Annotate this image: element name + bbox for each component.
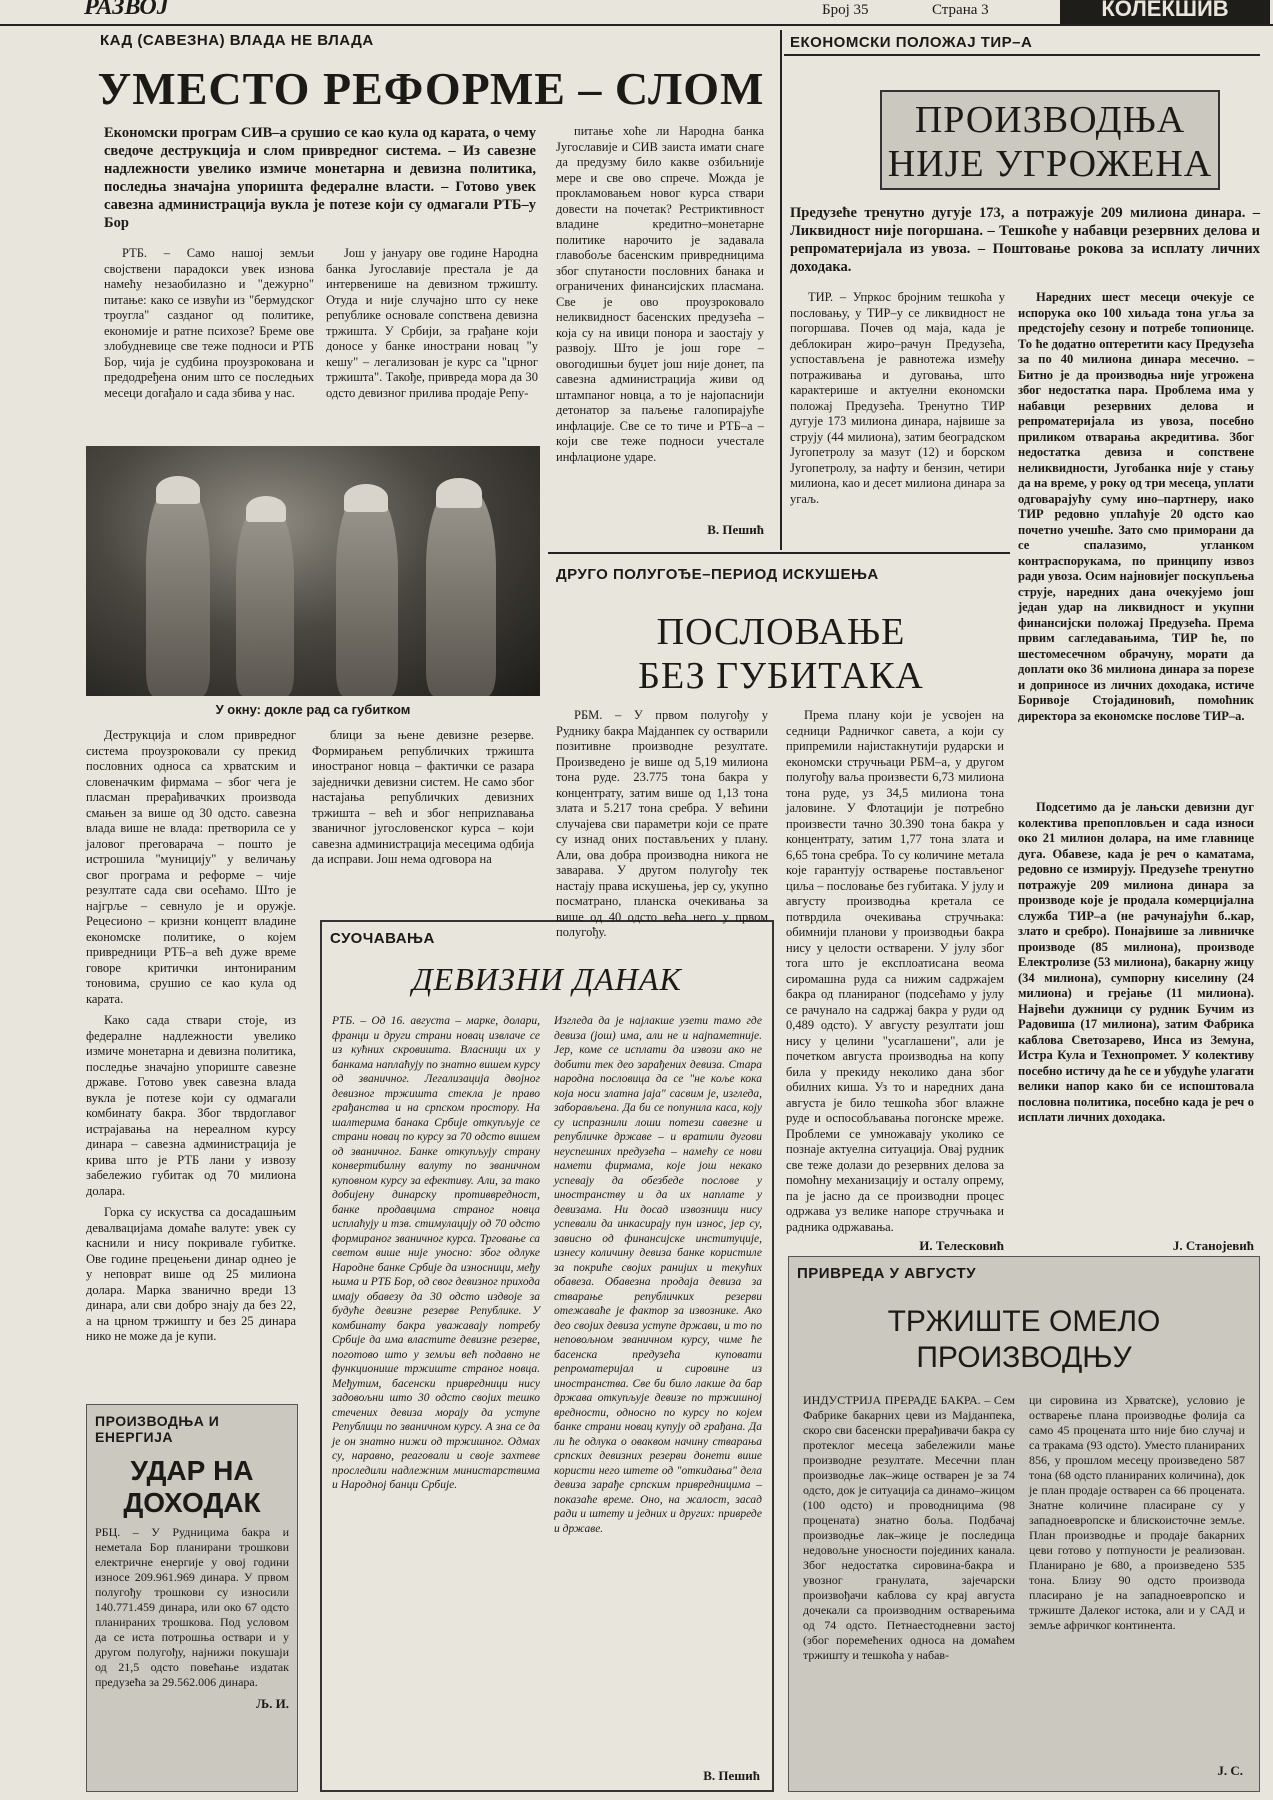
paragraph: Како сада ствари стоје, из федералне надлежности увелико измиче монетарна и девизна политика, последње значајно упориште савезне државе. Готово увек савезна влада вукла је потезе који су одмагали комбинату бакра. Због тврдоглавог истрајавања на нереалном курсу динара – савезна администрација је крива што је РТБ лани у извозу забележио губитак од 70 милиона долара. (86, 1013, 296, 1198)
paragraph: Подсетимо да је лањски девизни дуг колектива препопловљен и сада износи око 21 милион долара, на име главнице дуга. Обавезе, када је реч о каматама, редовно се измирују. Предузеће тренутно потражује 209 милиона динара за производе које је продала комерцијална служба ТИР–а (не рачунајући б..кар, злато и сребро). Понајвише за ливничке производе (85 милиона), производе Електролизе (53 милиона), бакарну жицу (34 милиона), сумпорну киселину (24 милиона) и грејање (11 милиона). Највећи дужници су рудник Бучим из Радовиша (17 милиона), затим Фабрика каблова Светозарево, Инса из Земуна, Истра Кула и Технопромет. У колективу посебно истичу да ће се и убудуће улагати велики напор како би се испоштовала пословна политика, посебно када је реч о исплати личних доходака. (1018, 800, 1254, 1124)
tir-headline-box (880, 90, 1220, 190)
article-column-1 (556, 708, 768, 941)
box-column-2: ци сировина из Хрватске), условио је остварење плана производње фолија са само 45 процената што није био случај и са тракама (93 одсто). Уместо планираних 856, у прошлом месецу произведено 587 тона (68 одсто планираних количина), док је план продаје остварен са 66 процената. Знатне количине пласиране су у западноевропске и блискоисточне земље. План производње и продаје бакарних цеви готово у потпуности је реализован. Планирано је 680, а произведено 535 тона. Близу 90 одсто производа пласирано је на западноевропско и тржиште Далеког истока, али и у САД и земље афричког континента. (1029, 1393, 1245, 1632)
paragraph: Још у јануару ове године Народна банка Југославије престала је да интервенише на девизном тржишту. Отуда и није случајно што су неке републике основале сопствена девизна тржишта. У Србији, за грађане који доносе у банке инострани новац "у кешу" – легализован је курс са "црног тржишта". Такође, привреда мора да 30 одсто девизног прилива продаје Репу- (326, 246, 538, 400)
article-column-2 (786, 708, 1004, 1235)
box-headline: ДЕВИЗНИ ДАНАК (412, 961, 682, 997)
article-headline: НИЈЕ УГРОЖЕНА (887, 143, 1213, 185)
paragraph: блици за њене девизне резерве. Формирањем републичких тржишта иностраног новца – фактички се разара заједнички девизни систем. Не само због настајања републичких девизних тржишта – већ и због неприznавања званичног југословенског курса – који савезна администрација месецима одбија да исправи. Још нема одговора на (312, 728, 534, 866)
divider (548, 552, 1010, 554)
article-column-3 (556, 124, 764, 465)
issue-number: Број 35 (822, 2, 869, 18)
article-kicker: ДРУГО ПОЛУГОЂЕ–ПЕРИОД ИСКУШЕЊА (556, 566, 879, 583)
author-signature: И. Телесковић (919, 1238, 1004, 1253)
article-headline: ПРОИЗВОДЊА (914, 99, 1186, 141)
author-signature: Љ. И. (256, 1696, 289, 1711)
author-signature: Ј. Станојевић (1172, 1238, 1254, 1253)
box-kicker: СУОЧАВАЊА (330, 930, 435, 947)
box-body: РБЦ. – У Рудницима бакра и неметала Бор планирани трошкови електричне енергије у овој години износе 209.961.969 динара. У првом полугођу трошкови су износили 140.771.459 динара, или око 67 одсто планираних трошкова. Под условом да се иста потрошња оствари и у другом полугођу, најнижи покушаји од 21,5 одсто повећање издатак предузећа за 29.562.006 динара. (95, 1525, 289, 1689)
foreign-currency-box (320, 920, 774, 1792)
article-lead: Предузеће тренутно дугује 173, а потражује 209 милиона динара. – Ликвидност није погоршана. – Тешкоће у набавци резервних делова и репроматеријала из увоза. – Поштовање рокова за исплату личних доходака. (790, 205, 1260, 275)
article-column-2 (326, 246, 538, 401)
box-headline: ТРЖИШТЕ ОМЕЛО (887, 1305, 1161, 1338)
article-column-2b (312, 728, 534, 868)
article-column-2 (1018, 290, 1254, 724)
market-box (788, 1256, 1260, 1792)
author-signature: В. Пешић (707, 522, 764, 537)
masthead (0, 0, 1273, 26)
box-kicker: ПРОИЗВОДЊА И ЕНЕРГИЈА (95, 1413, 220, 1445)
author-signature: В. Пешић (703, 1768, 760, 1783)
article-kicker: КАД (САВЕЗНА) ВЛАДА НЕ ВЛАДА (100, 32, 374, 49)
paragraph: питање хоће ли Народна банка Југославије и СИВ заиста имати снаге да предузму било какве озбиљније мере и све ово спрече. Можда је прокламовањем новог курса ствари довести на почетак? Рестриктивност владине кредитно–монетарне политике нарочито је задавала главобоље басенским привредницима због спутаности пословних банака и ограничених финансијских пласмана. Све је ово проузроковало неликвидност басенских предузећа – која су на ивици понора и заостају у развоју. Што је још горе – овогодишњи буџет још није донет, па савезна администрација живи од штампаног новца, а то је најопаснији детонатор за паљење галопирајуће инфлације. Све се то тиче и РТБ–а – који све теже подноси учестале инфлационе ударе. (556, 124, 764, 464)
divider (784, 54, 1260, 56)
box-kicker: ПРИВРЕДА У АВГУСТУ (797, 1265, 977, 1282)
photo-caption: У окну: докле рад са губитком (215, 702, 411, 717)
box-headline: УДАР НА ДОХОДАК (123, 1455, 261, 1518)
box-column-1: РТБ. – Од 16. августа – марке, долари, франци и други страни новац извлаче се из кућних скровишта. Власници их у банкама наплаћују по знатно вишем курсу од званичног. Легализација двојног девизног тржишта стекла је право грађанства и на српском простору. На шалтерима банака Србије откупљује се страни новац по курсу за 70 одсто вишем од званичног. Банке откупљују страну конвертибилну валуту по званичном куповном курсу за ефективу. Али, за тако добијену динарску противвредност, банке продавцима страног новца исплаћују и тзв. стимулацију од 70 одсто формираног званичног курса. Трговање са светом више није уносно: због одлуке Народне банке Србије да износници, међу њима и РТБ Бор, од свог девизног прихода имају обавезу да 30 одсто издвоје за будуће девизне резерве Републике. У комбинату бакра уважавају потребу Србије да има властите девизне резерве, поготово што у земљи већ подавно не функционише тржиште страног новца. Међутим, басенски привредници нису задовољни што 30 одсто својих тешко стечених девиза морају да уступе Републици по званичном курсу. А зна се да је он знатно нижи од тржишног. Одмах су, наравно, реаговали и своје захтеве проследили надлежним министарствима и Народној банци Србије. (332, 1015, 540, 1491)
paragraph: РТБ. – Само нашој земљи својствени парадокси увек изнова намећу незаобилазно и "дежурно" питање: како се извући из "бермудског троугла" сазданог од политике, економије и ратне психозе? Бреме ове злобудневице све теже подноси и РТБ Бор, чија је судбина проузрокована и предодређена оним што се последњих месеци догађало и сада збива у нас. (104, 246, 314, 400)
box-column-2: Изгледа да је најлакше узети тамо где девиза (још) има, али не и најпаметније. Јер, коме се исплати да извози ако не добити тек део зарађених девиза. Стара народна пословица да се "не коље кока која носи златна јаја" сасвим је, изгледа, заборављена. Да би се попунила каса, коју су испразнили лоши потези савезне и републичке државе – и вратили дугови неуспешних предузећа – намећу се нови намети фирмама, које још некако успевају да обезбеде послове у иностранству и да их наплате у девизама. Ни досад извозници нису успевали да инкасирају пун износ, јер су, зависно од финансијске институције, изнесу количину девиза банке користиле за покриће својих ранијих и текућих обавеза. Обавезна продаја девиза за стварање републичких резерви отежаваће је фактор за извознике. Ако део својих девиза уступе држави, и то по неповољном званичном курсу, чиме ће басенска предузећа куповати репроматеријал и сировине из иностранства. Све би било лакше да бар држава откупљује девизе по тржишној вредности, односно по курсу по којем банке страни новац купују од грађана. Да ли ће одлука о оваквом начину стварања српских девизних резерви донети више користи него штете од "откидања" дела девиза зарађе српским привредницима – показаће време. Оно, на жалост, засад ради и штету и једних и других: привреде и државе. (554, 1015, 762, 1535)
box-column-1: ИНДУСТРИЈА ПРЕРАДЕ БАКРА. – Сем Фабрике бакарних цеви из Мајданпека, скоро сви басенски прерађивачи бакра су протеклог месеца забележили мање производне резултате. Месечни план производње лак–жице остварен је за 74 одсто, док је ситуација са динамо–жицом (100 одсто) и проводницима (98 процената) знатно боља. Подбачај производње лак–жице је последица недовољне уносности појединих канала. Због недостатка сировина-бакра и увозног гранулата, зајечарски произвођачи каблова су крај августа дочекали са производним остварењима од 74 одсто. Петнаестодневни застој (због поремећених односа на домаћем тржишту и тешкоћа у набав- (803, 1393, 1015, 1662)
section-name: РАЗВОЈ (84, 0, 169, 20)
article-lead: Економски програм СИВ–а срушио се као кула од карата, о чему сведоче деструкција и слом привредног система. – Из савезне надлежности увелико измиче монетарна и девизна политика, последња значајна упоришта федералне власти. – Готово увек савезна администрација вукла је потезе који су одмагали РТБ–у Бор (104, 125, 536, 231)
column-divider (780, 30, 782, 550)
box-headline: ПРОИЗВОДЊУ (916, 1341, 1132, 1374)
paragraph: Наредних шест месеци очекује се испорука око 100 хиљада тона угља за предстојећу сезону и потребе топионице. То ће додатно оптеретити касу Предузећа за по 40 милиона динара месечно. – Битно је да производња није угрожена због недостатка пара. Проблема има у набавци резервних делова и репроматеријала из увоза, посебно приликом отварања акредитива. Због недостатка девиза и сопствене неликвидности, Југобанка није у стању да на време, у року од три месеца, уплати одговарајућу суму ино–партнеру, иако ТИР редовно уплаћује 20 одсто као почетно учешће. Зато смо приморани да се спалазимо, угланком контраспорукама, по принципу извоз ради увоза. Осим најновијег поскупљења струје, наредних дана очекујемо још један удар на ликвидност и укупни финансијски положај Предузећа. Према првим сагледавањима, ТИР ће, по шестомесечном обрачуну, морати да доплати око 36 милиона динара за порезе и доприносе из личних доходака, истиче Боривоје Стојадиновић, помоћник директора за економске послове ТИР–а. (1018, 290, 1254, 723)
article-kicker: ЕКОНОМСКИ ПОЛОЖАЈ ТИР–А (790, 34, 1033, 51)
page-number: Страна 3 (932, 2, 989, 18)
newspaper-logo: КОЛЕКШИВ (1060, 0, 1270, 24)
paragraph: Деструкција и слом привредног система проузроковали су прекид пословних односа са хрватским и словеначким фирмама – због чега је пласман прерађивачких производа смањен за више од 30 одсто. савезна влада више не влада: претворила се у јаловог преговарача – пошто је истрошила "муницију" у величању свог програма и реформе – чије резултате сада сви осећамо. Што је најгрље – севнуло је и оружје. Рецесионо – кризни концепт владине економске политике, о којем привредници РТБ–а већ дуже време говоре критички интонираним тоновима, срушио се као кула од карата. (86, 728, 296, 1006)
article-column-2b (1018, 800, 1254, 1126)
paragraph: ТИР. – Упркос бројним тешкоћа у пословању, у ТИР–у се ликвидност не погоршава. Почев од маја, када је деблокиран жиро–рачун Предузећа, успостављена је равнотежа између потраживања и дуговања, што карактерише и актуелни економски положај Предузећа. Тренутно ТИР дугује 173 милиона динара, највише за струју (44 милиона), затим београдском Југопетролу за мазут (12) и борском Југопетролу, за нафту и бензин, четири милиона, као и десет милиона динара за угаљ. (790, 290, 1005, 506)
article-column-1b (86, 728, 296, 1345)
article-headline: ПОСЛОВАЊЕ (656, 611, 906, 653)
mine-photo (86, 446, 540, 696)
paragraph: Према плану који је усвојен на седници Радничког савета, а који су припремили најистакнутији рударски и економски стручњаци РБМ–а, у другом полугођу ваља произвести 6,73 милиона тона руде, уз 34,5 милиона тона јаловине. У Флотацији је потребно произвести тачно 30.390 тона бакра у концентрату, затим 1,77 тона злата и 6,65 тона сребра. То су количине метала које гарантују остварење постављеног циља – пословање без губитака. У јулу и августу производња кретала се потврдила очекивања стручњака: обимнији планови у производњи бакра нису у целости остварени. У јулу због тога што је експлоатисана веома сиромашна руда са нижим садржајем бакра од планираног (подсећамо у јулу се рачунало на садржај бакра у руди од 0,489 одсто). У августу резултати још нису у целини "усаглашени", али је почетком августа производња на копу била у прекиду неколико дана због обилних киша. Уз то и наредних дана августа је било тешкоћа због влажне руде и оспособљавања погонске мреже. Проблеми се умножавају уколико се познаје актуелна ситуација. Овај рудник све теже долази до резервних делова за помоћну механизацију и осталу опрему, па је јасно да се производни процес одржава уз велике напоре стручњака и радника одржавања. (786, 708, 1004, 1234)
author-signature: Ј. С. (1217, 1763, 1243, 1778)
energy-box (86, 1404, 298, 1792)
article-headline: УМЕСТО РЕФОРМЕ – СЛОМ (97, 63, 765, 114)
paragraph: Горка су искуства са досадашњим девалвацијама домаће валуте: увек су каснили и нису покривале губитке. Ове године прецењени динар однео је у неповрат више од 25 милиона долара. Марка званично вреди 13 динара, али сви добро знају да без 22, а на црном тржишту и без 25 динара нико не може да је купи. (86, 1205, 296, 1343)
paragraph: РБМ. – У првом полугођу у Руднику бакра Мајданпек су остварили позитивне производне резултате. Произведено је више од 5,19 милиона тона руде. 23.775 тона бакра у концентрату, затим више од 1,13 тона злата и 5.217 тона сребра. У већини случајева сви параметри који се прате су изнад оних постављених у плану. Али, ова добра производна никога не заварава. У другом полугођу тек настају права искушења, јер су, укупно посматрано, планска очекивања за више од 40 одсто већа него у првом полугођу. (556, 708, 768, 939)
article-headline: БЕЗ ГУБИТАКА (638, 655, 924, 697)
article-column-1 (790, 290, 1005, 507)
article-column-1 (104, 246, 314, 401)
